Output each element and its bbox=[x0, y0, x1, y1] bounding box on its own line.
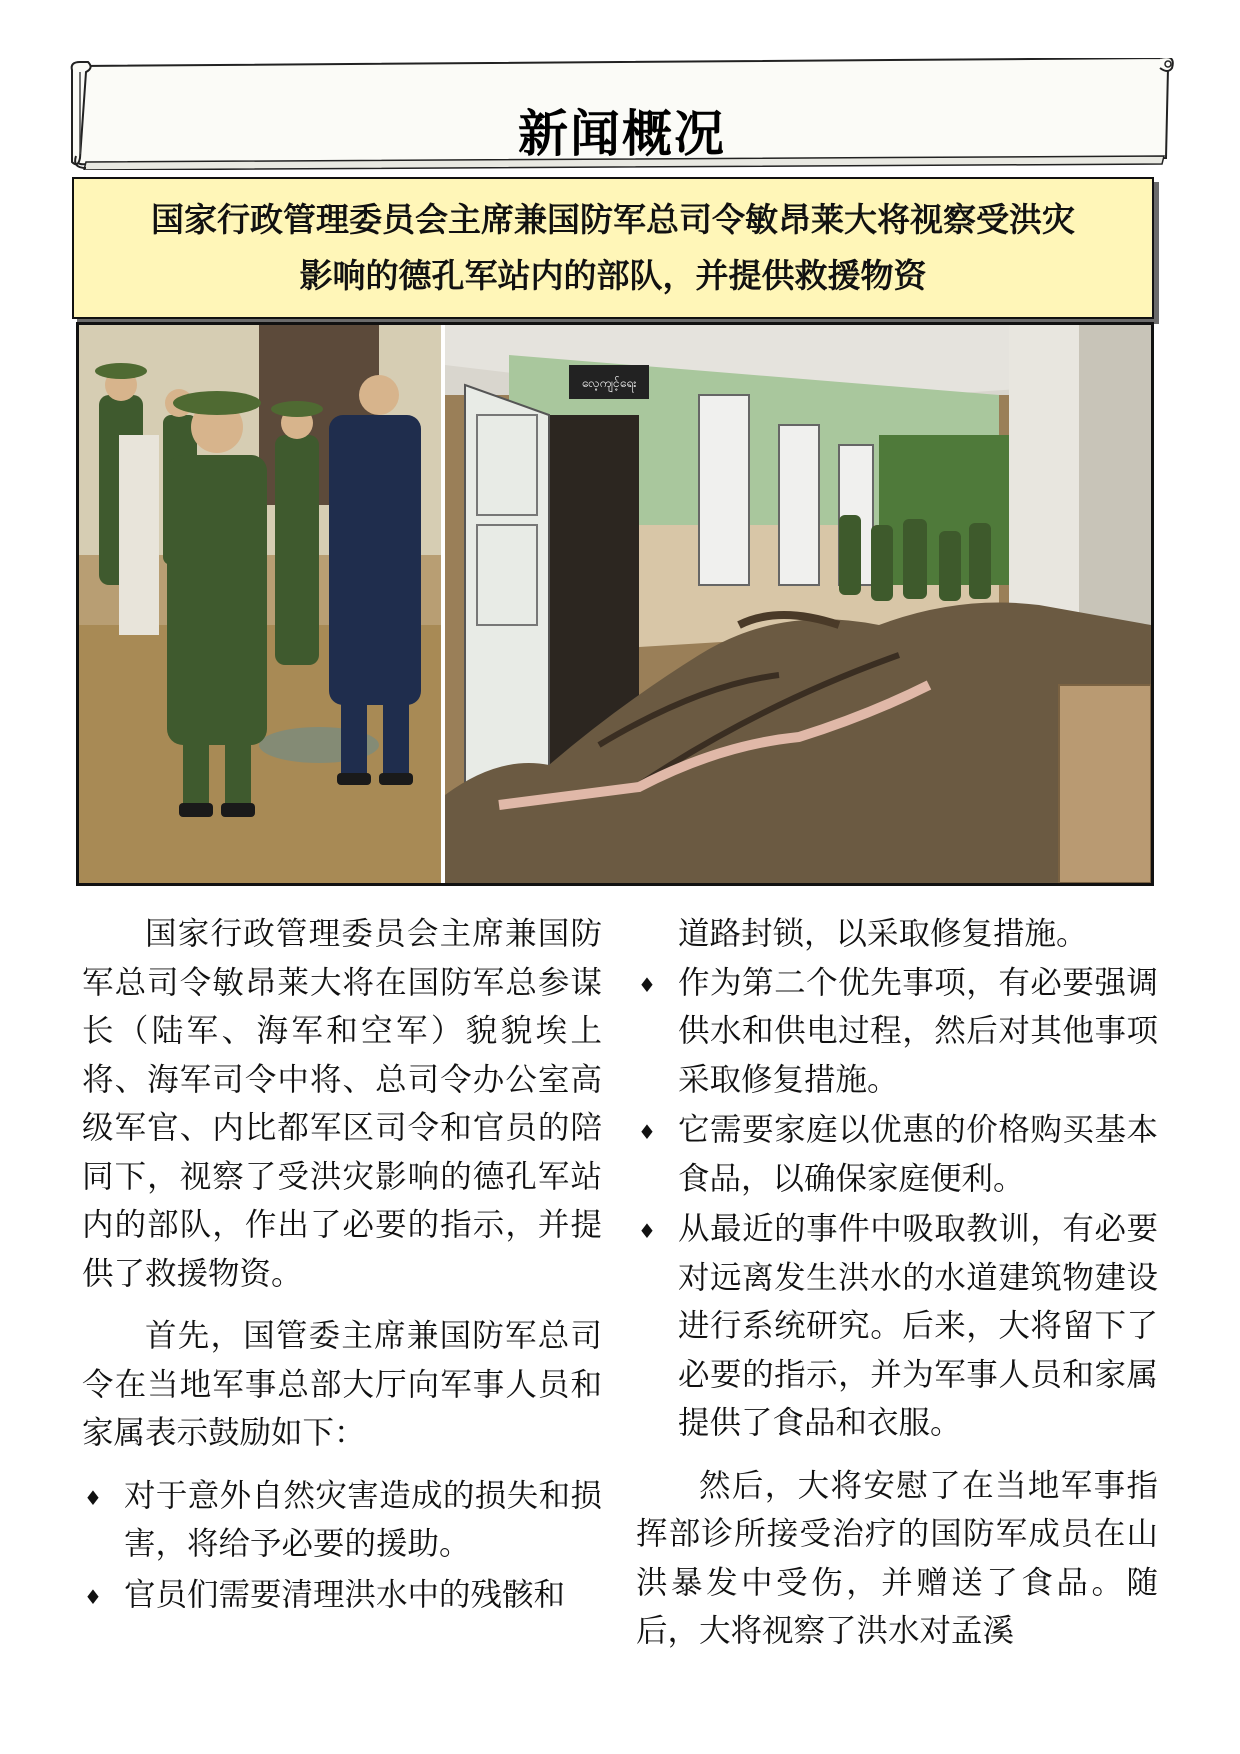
bullet-diamond-icon: ♦ bbox=[84, 1584, 102, 1609]
bullet-diamond-icon: ♦ bbox=[84, 1485, 102, 1510]
door-sign-text: လေ့ကျင့်ရေး bbox=[581, 376, 637, 390]
left-column bbox=[82, 910, 602, 1621]
paragraph-1: 国家行政管理委员会主席兼国防军总司令敏昂莱大将在国防军总参谋长（陆军、海军和空军）貌貌埃上将、海军司令中将、总司令办公室高级军官、内比都军区司令和官员的陪同下，视察了受洪灾影响的德孔军站内的部队，作出了必要的指示，并提供了救援物资。 bbox=[82, 916, 602, 1292]
bullet-text: 官员们需要清理洪水中的残骸和 bbox=[124, 1576, 566, 1613]
bullet-diamond-icon: ♦ bbox=[638, 972, 656, 997]
headline-line-1: 国家行政管理委员会主席兼国防军总司令敏昂莱大将视察受洪灾 bbox=[151, 200, 1075, 239]
bullet-text: 它需要家庭以优惠的价格购买基本食品，以确保家庭便利。 bbox=[678, 1112, 1158, 1197]
page-title: 新闻概况 bbox=[518, 105, 726, 163]
bullet-diamond-icon: ♦ bbox=[638, 1120, 656, 1144]
bullet-diamond-icon: ♦ bbox=[638, 1219, 656, 1243]
news-photo bbox=[76, 322, 1154, 886]
paragraph-3: 然后，大将安慰了在当地军事指挥部诊所接受治疗的国防军成员在山洪暴发中受伤，并赠送了食品。随后，大将视察了洪水对孟溪 bbox=[636, 1467, 1158, 1649]
spacer bbox=[636, 1450, 1158, 1462]
bullet-text: 作为第二个优先事项，有必要强调供水和供电过程，然后对其他事项采取修复措施。 bbox=[678, 964, 1158, 1098]
bullet-text: 对于意外自然灾害造成的损失和损害，将给予必要的援助。 bbox=[124, 1477, 602, 1562]
bullet-item bbox=[636, 1106, 1158, 1203]
right-column bbox=[636, 910, 1158, 1670]
bullet-continuation: 道路封锁，以采取修复措施。 bbox=[678, 916, 1088, 952]
bullet-text: 从最近的事件中吸取教训，有必要对远离发生洪水的水道建筑物建设进行系统研究。后来，大将留下了必要的指示，并为军事人员和家属提供了食品和衣服。 bbox=[678, 1211, 1158, 1441]
bullet-item bbox=[82, 1472, 602, 1569]
scroll-banner bbox=[68, 58, 1176, 170]
headline-line-2: 影响的德孔军站内的部队，并提供救援物资 bbox=[299, 256, 927, 295]
paragraph-2: 首先，国管委主席兼国防军总司令在当地军事总部大厅向军事人员和家属表示鼓励如下： bbox=[82, 1318, 602, 1451]
flood-scene-illustration bbox=[79, 325, 1151, 883]
headline-box bbox=[72, 177, 1154, 319]
bullet-item bbox=[636, 959, 1158, 1105]
bullet-item bbox=[636, 1205, 1158, 1448]
bullet-item bbox=[82, 1571, 602, 1620]
